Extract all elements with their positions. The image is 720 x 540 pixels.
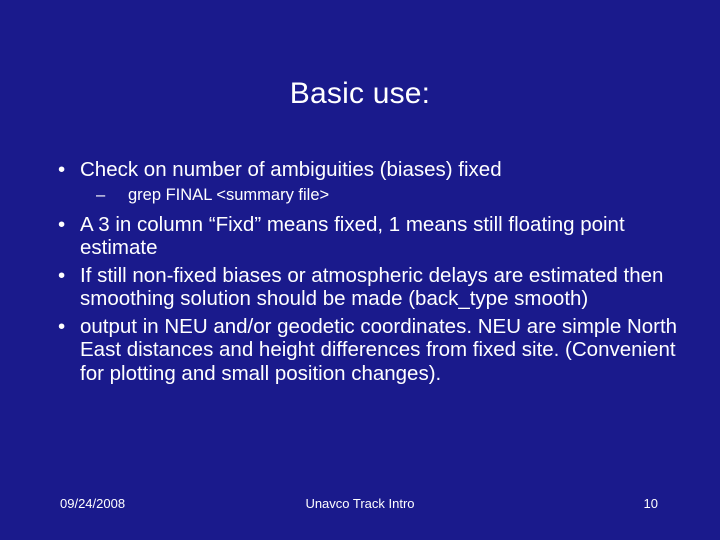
slide-body xyxy=(58,158,698,389)
bullet-text: Check on number of ambiguities (biases) fixed xyxy=(80,158,502,181)
bullet-icon: • xyxy=(58,158,66,181)
footer-title: Unavco Track Intro xyxy=(305,496,415,511)
page-number: 10 xyxy=(643,496,658,511)
dash-icon: – xyxy=(96,185,106,204)
sub-bullet-item xyxy=(58,186,698,205)
footer-date: 09/24/2008 xyxy=(60,496,126,511)
bullet-icon: • xyxy=(58,314,66,338)
bullet-text: A 3 in column “Fixd” means fixed, 1 means still floating point estimate xyxy=(80,212,625,259)
slide-title: Basic use: xyxy=(289,77,431,110)
bullet-item xyxy=(58,264,698,311)
bullet-text: output in NEU and/or geodetic coordinates. NEU are simple North East distances and height differences from fixed site. (Convenient for plotting and small position changes). xyxy=(80,314,678,385)
bullet-item xyxy=(58,213,698,260)
bullet-item xyxy=(58,315,698,386)
bullet-icon: • xyxy=(58,263,66,287)
bullet-item xyxy=(58,158,698,182)
bullet-icon: • xyxy=(58,212,66,236)
bullet-text: If still non-fixed biases or atmospheric delays are estimated then smoothing solution should be made (back_type smooth) xyxy=(80,263,664,310)
sub-bullet-text: grep FINAL <summary file> xyxy=(128,185,330,204)
